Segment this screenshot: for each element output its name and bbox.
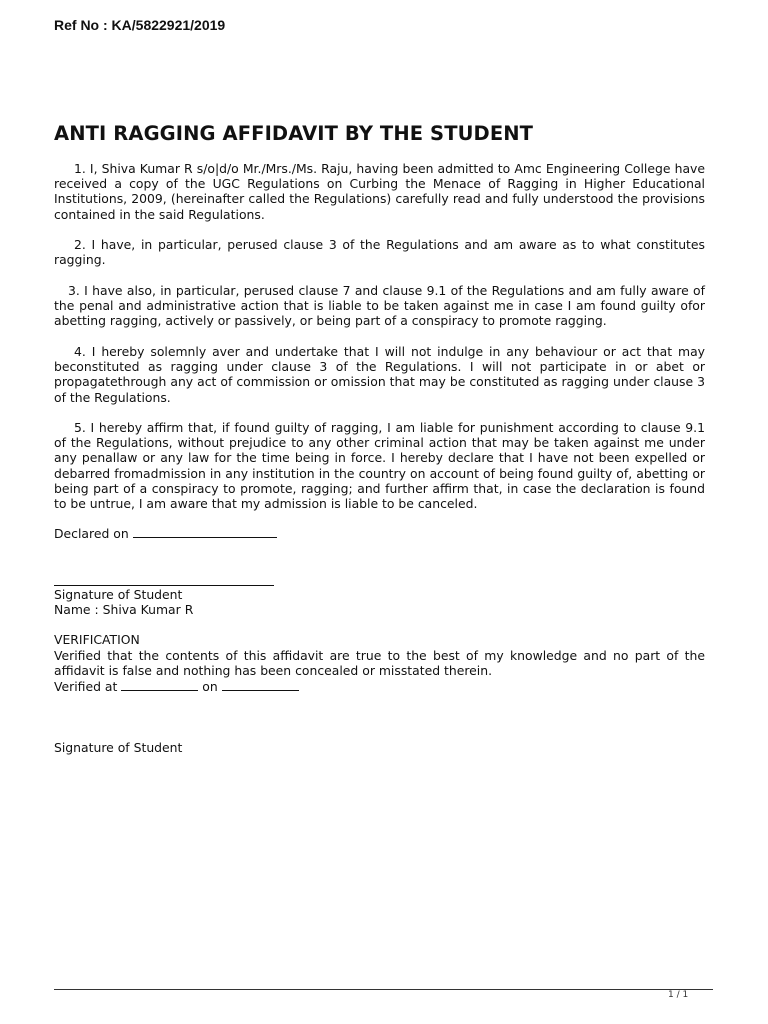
verified-at-line — [54, 679, 299, 694]
footer-divider — [54, 989, 713, 990]
declared-on-line — [54, 526, 277, 541]
declared-on-blank — [133, 526, 277, 538]
signature-line — [54, 585, 274, 586]
page-number: 1 / 1 — [668, 990, 689, 1000]
document-title: ANTI RAGGING AFFIDAVIT BY THE STUDENT — [54, 122, 534, 145]
signature-label-2: Signature of Student — [54, 740, 183, 755]
verified-on-blank — [222, 679, 299, 691]
paragraph-5: 5. I hereby affirm that, if found guilty of ragging, I am liable for punishment according to clause 9.1 of the Regulations, without prejudice to any other criminal action that may be taken against me under any penallaw or any law for the time being in force. I hereby declare that I have not been expelled or debarred fromadmission in any institution in the country on account of being found guilty of, abetting or being part of a conspiracy to promote, ragging; and further affirm that, in case the declaration is found to be untrue, I am aware that my admission is liable to be canceled. — [54, 420, 705, 512]
signature-label-1: Signature of Student — [54, 587, 183, 602]
paragraph-1: 1. I, Shiva Kumar R s/o|d/o Mr./Mrs./Ms. Raju, having been admitted to Amc Engineering College have received a copy of the UGC Regulations on Curbing the Menace of Ragging in Higher Educational Institutions, 2009, (hereinafter called the Regulations) carefully read and fully understood the provisions contained in the said Regulations. — [54, 161, 705, 222]
paragraph-3: 3. I have also, in particular, perused clause 7 and clause 9.1 of the Regulations and am fully aware of the penal and administrative action that is liable to be taken against me in case I am found guilty ofor abetting ragging, actively or passively, or being part of a conspiracy to promote ragging. — [54, 283, 705, 329]
verified-at-label: Verified at — [54, 679, 118, 694]
verified-at-blank — [121, 679, 198, 691]
declared-on-label: Declared on — [54, 526, 129, 541]
verification-heading: VERIFICATION — [54, 632, 140, 647]
paragraph-4: 4. I hereby solemnly aver and undertake that I will not indulge in any behaviour or act that may beconstituted as ragging under clause 3 of the Regulations. I will not participate in or abet or propagatethrough any act of commission or omission that may be constituted as ragging under clause 3 of the Regulations. — [54, 344, 705, 405]
verification-text: Verified that the contents of this affidavit are true to the best of my knowledge and no part of the affidavit is false and nothing has been concealed or misstated therein. — [54, 648, 705, 679]
reference-number: Ref No : KA/5822921/2019 — [54, 17, 226, 33]
student-name: Name : Shiva Kumar R — [54, 602, 194, 617]
paragraph-2: 2. I have, in particular, perused clause 3 of the Regulations and am aware as to what constitutes ragging. — [54, 237, 705, 268]
on-label: on — [202, 679, 218, 694]
